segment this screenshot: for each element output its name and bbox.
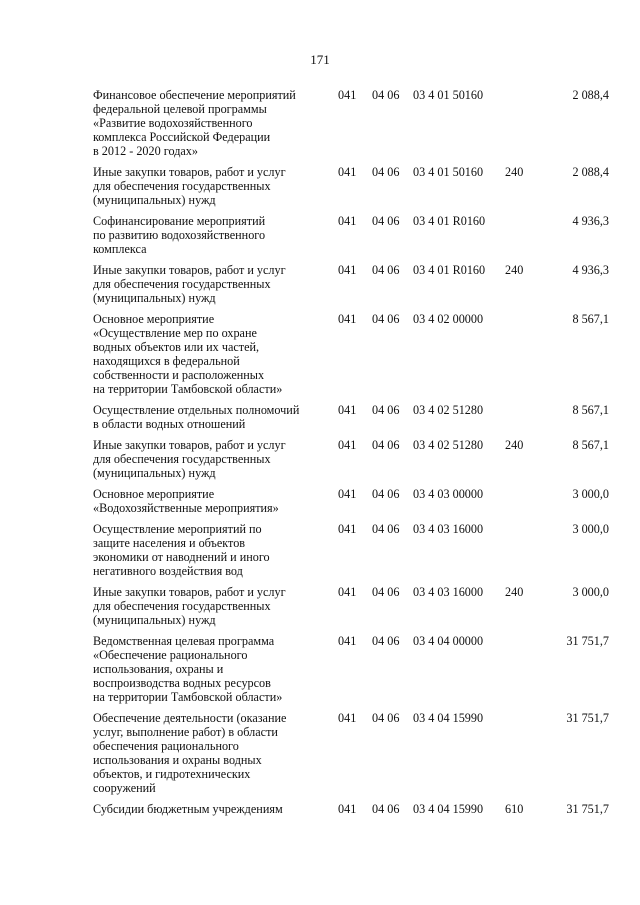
table-row	[93, 522, 613, 578]
row-section-code: 04 06	[372, 312, 400, 326]
row-name: Финансовое обеспечение мероприятий федеральной целевой программы «Развитие водохозяйственного комплекса Российской Федерации в 2012 - 2020 годах»	[93, 88, 296, 158]
row-name: Основное мероприятие «Осуществление мер по охране водных объектов или их частей, находящихся в федеральной собственности и расположенных на территории Тамбовской области»	[93, 312, 283, 396]
row-target-article-code: 03 4 04 00000	[413, 634, 484, 648]
row-sum: 31 751,7	[566, 634, 609, 648]
row-expense-type-code: 240	[505, 438, 524, 452]
row-expense-type-code: 240	[505, 263, 524, 277]
row-section-code: 04 06	[372, 88, 400, 102]
row-ved-code: 041	[338, 263, 357, 277]
row-name: Иные закупки товаров, работ и услуг для обеспечения государственных (муниципальных) нужд	[93, 263, 286, 305]
row-ved-code: 041	[338, 214, 357, 228]
row-section-code: 04 06	[372, 438, 400, 452]
row-name: Ведомственная целевая программа «Обеспечение рационального использования, охраны и воспроизводства водных ресурсов на территории Тамбовской области»	[93, 634, 283, 704]
row-sum: 3 000,0	[572, 487, 609, 501]
row-sum: 8 567,1	[572, 312, 609, 326]
table-row	[93, 487, 613, 515]
row-sum: 4 936,3	[572, 214, 609, 228]
table-row	[93, 438, 613, 480]
row-name: Осуществление отдельных полномочий в области водных отношений	[93, 403, 300, 431]
row-section-code: 04 06	[372, 585, 400, 599]
row-sum: 4 936,3	[572, 263, 609, 277]
row-target-article-code: 03 4 01 R0160	[413, 263, 486, 277]
row-sum: 31 751,7	[566, 711, 609, 725]
row-name: Иные закупки товаров, работ и услуг для обеспечения государственных (муниципальных) нужд	[93, 165, 286, 207]
row-section-code: 04 06	[372, 403, 400, 417]
row-ved-code: 041	[338, 634, 357, 648]
row-ved-code: 041	[338, 403, 357, 417]
table-row	[93, 263, 613, 305]
row-section-code: 04 06	[372, 214, 400, 228]
row-sum: 8 567,1	[572, 403, 609, 417]
table-row	[93, 312, 613, 396]
table-row	[93, 165, 613, 207]
row-ved-code: 041	[338, 438, 357, 452]
row-target-article-code: 03 4 01 R0160	[413, 214, 486, 228]
row-name: Осуществление мероприятий по защите населения и объектов экономики от наводнений и иного негативного воздействия вод	[93, 522, 270, 578]
page-number: 171	[310, 52, 330, 67]
table-row	[93, 634, 613, 704]
row-target-article-code: 03 4 01 50160	[413, 165, 484, 179]
table-row	[93, 585, 613, 627]
row-name: Софинансирование мероприятий по развитию водохозяйственного комплекса	[93, 214, 266, 256]
row-target-article-code: 03 4 02 00000	[413, 312, 484, 326]
budget-table	[93, 88, 613, 823]
row-expense-type-code: 610	[505, 802, 524, 816]
row-sum: 31 751,7	[566, 802, 609, 816]
row-section-code: 04 06	[372, 634, 400, 648]
row-sum: 3 000,0	[572, 585, 609, 599]
row-target-article-code: 03 4 01 50160	[413, 88, 484, 102]
row-section-code: 04 06	[372, 263, 400, 277]
row-target-article-code: 03 4 02 51280	[413, 403, 484, 417]
row-target-article-code: 03 4 04 15990	[413, 802, 484, 816]
row-ved-code: 041	[338, 585, 357, 599]
row-target-article-code: 03 4 03 16000	[413, 585, 484, 599]
table-row	[93, 214, 613, 256]
row-section-code: 04 06	[372, 522, 400, 536]
row-sum: 3 000,0	[572, 522, 609, 536]
row-section-code: 04 06	[372, 487, 400, 501]
row-ved-code: 041	[338, 165, 357, 179]
row-section-code: 04 06	[372, 802, 400, 816]
table-row	[93, 88, 613, 158]
row-expense-type-code: 240	[505, 165, 524, 179]
row-target-article-code: 03 4 03 16000	[413, 522, 484, 536]
table-row	[93, 802, 613, 816]
row-target-article-code: 03 4 02 51280	[413, 438, 484, 452]
row-target-article-code: 03 4 04 15990	[413, 711, 484, 725]
row-ved-code: 041	[338, 88, 357, 102]
row-expense-type-code: 240	[505, 585, 524, 599]
row-ved-code: 041	[338, 487, 357, 501]
row-section-code: 04 06	[372, 711, 400, 725]
row-section-code: 04 06	[372, 165, 400, 179]
row-sum: 2 088,4	[572, 88, 609, 102]
row-name: Основное мероприятие «Водохозяйственные мероприятия»	[93, 487, 279, 515]
row-sum: 2 088,4	[572, 165, 609, 179]
row-name: Иные закупки товаров, работ и услуг для обеспечения государственных (муниципальных) нужд	[93, 585, 286, 627]
table-row	[93, 711, 613, 795]
row-name: Обеспечение деятельности (оказание услуг, выполнение работ) в области обеспечения рационального использования и охраны водных объектов, и гидротехнических сооружений	[93, 711, 287, 795]
row-ved-code: 041	[338, 711, 357, 725]
row-ved-code: 041	[338, 312, 357, 326]
row-name: Субсидии бюджетным учреждениям	[93, 802, 283, 816]
row-ved-code: 041	[338, 802, 357, 816]
row-sum: 8 567,1	[572, 438, 609, 452]
table-row	[93, 403, 613, 431]
row-name: Иные закупки товаров, работ и услуг для обеспечения государственных (муниципальных) нужд	[93, 438, 286, 480]
row-ved-code: 041	[338, 522, 357, 536]
row-target-article-code: 03 4 03 00000	[413, 487, 484, 501]
